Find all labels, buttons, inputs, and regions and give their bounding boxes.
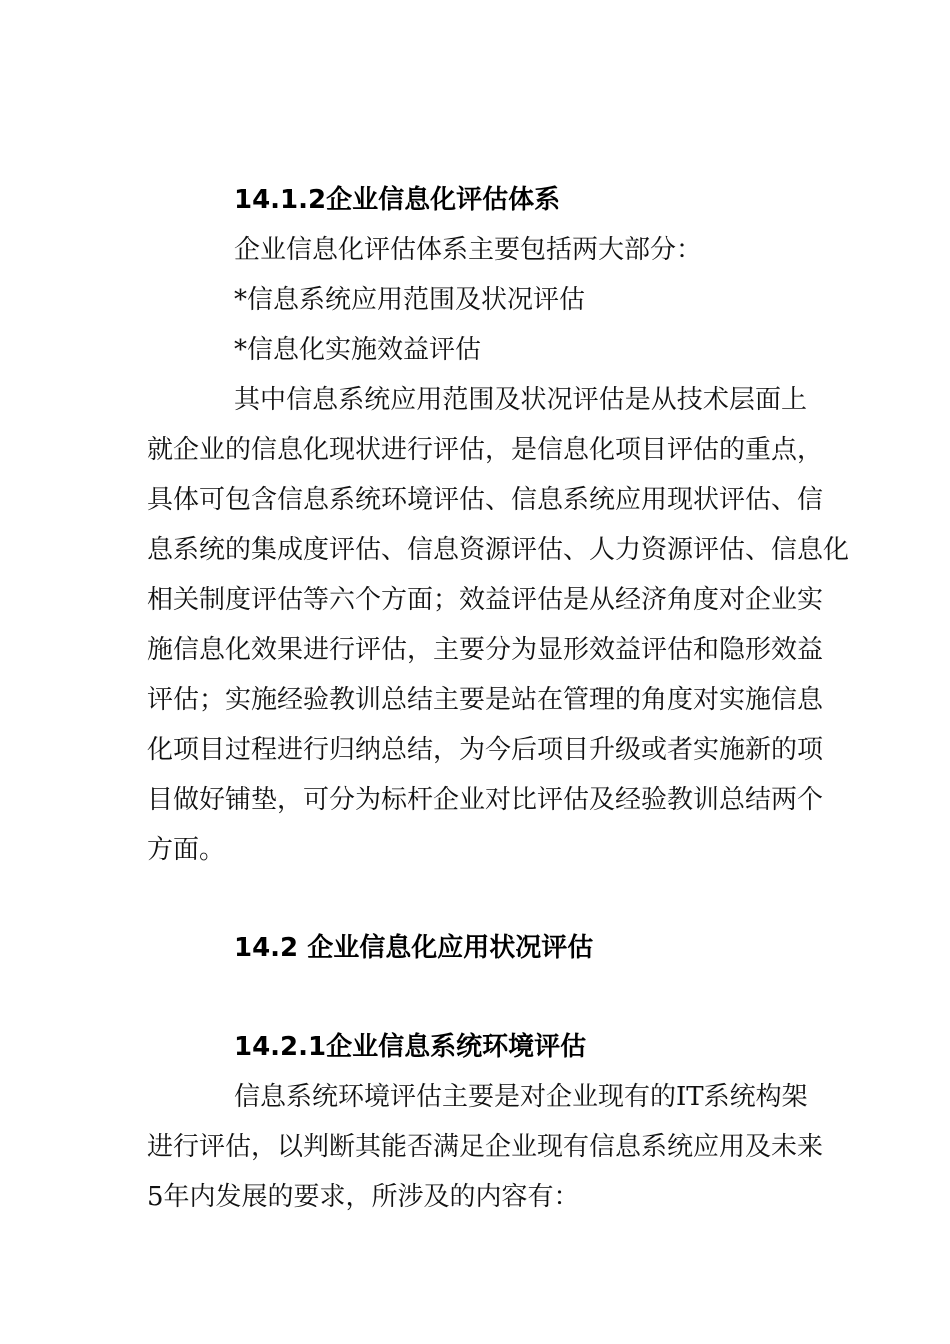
paragraph-line: 其中信息系统应用范围及状况评估是从技术层面上	[234, 385, 807, 415]
section-heading-14-1-2: 14.1.2企业信息化评估体系	[234, 185, 561, 215]
section-heading-14-2-1: 14.2.1企业信息系统环境评估	[234, 1032, 587, 1062]
paragraph-line: 评估；实施经验教训总结主要是站在管理的角度对实施信息	[147, 685, 824, 715]
paragraph-line: 息系统的集成度评估、信息资源评估、人力资源评估、信息化	[147, 535, 850, 565]
paragraph-line: 施信息化效果进行评估，主要分为显形效益评估和隐形效益	[147, 635, 824, 665]
paragraph-line: 相关制度评估等六个方面；效益评估是从经济角度对企业实	[147, 585, 824, 615]
paragraph-line: 目做好铺垫，可分为标杆企业对比评估及经验教训总结两个	[147, 785, 824, 815]
paragraph-line: 化项目过程进行归纳总结，为今后项目升级或者实施新的项	[147, 735, 824, 765]
paragraph-line: 进行评估，以判断其能否满足企业现有信息系统应用及未来	[147, 1132, 824, 1162]
intro-text: 企业信息化评估体系主要包括两大部分：	[234, 235, 703, 265]
paragraph-line: 就企业的信息化现状进行评估，是信息化项目评估的重点，	[147, 435, 824, 465]
bullet-item: *信息化实施效益评估	[234, 335, 482, 365]
paragraph-line: 5年内发展的要求，所涉及的内容有：	[147, 1182, 580, 1212]
paragraph-line: 信息系统环境评估主要是对企业现有的IT系统构架	[234, 1082, 808, 1112]
section-heading-14-2: 14.2 企业信息化应用状况评估	[234, 933, 594, 963]
paragraph-line: 具体可包含信息系统环境评估、信息系统应用现状评估、信	[147, 485, 824, 515]
paragraph-line: 方面。	[147, 835, 226, 865]
bullet-item: *信息系统应用范围及状况评估	[234, 285, 586, 315]
